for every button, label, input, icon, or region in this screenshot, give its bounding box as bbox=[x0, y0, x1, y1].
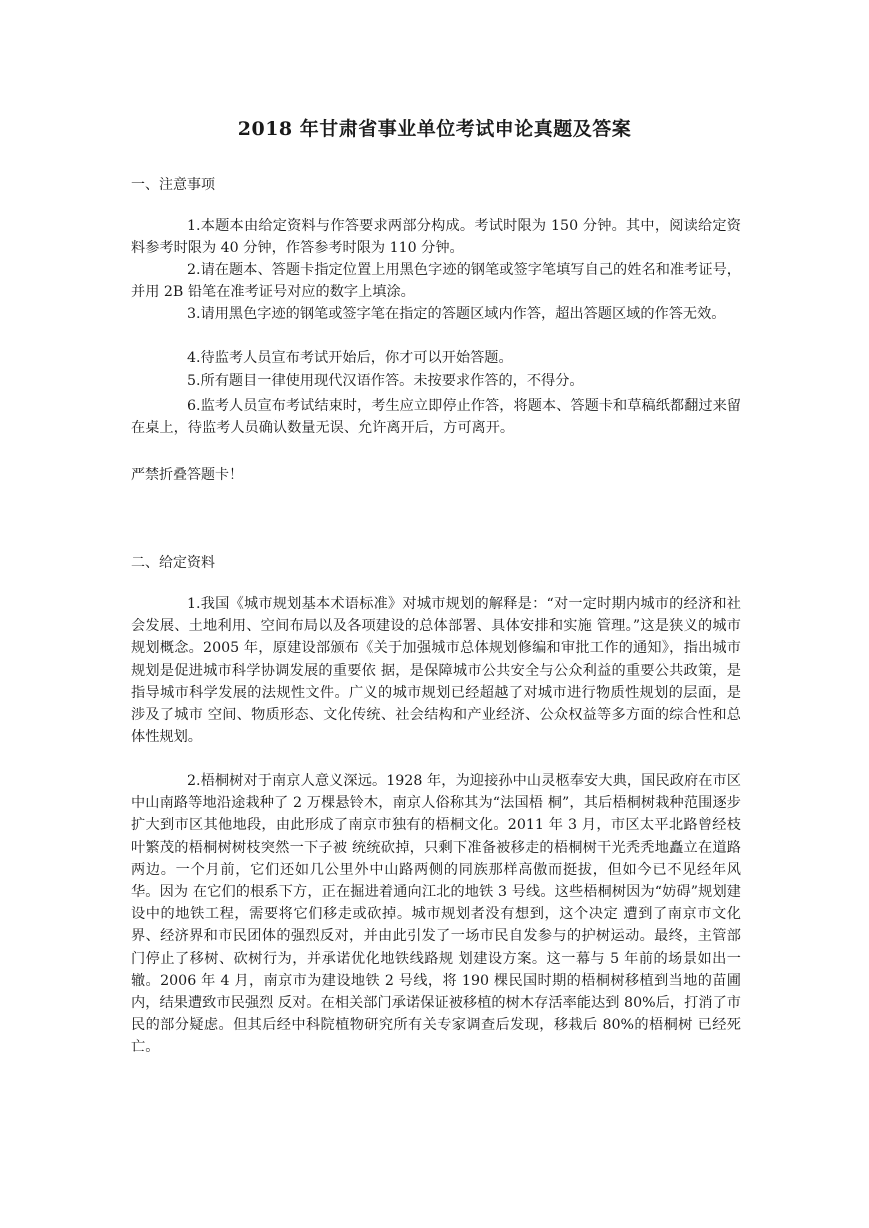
material-paragraph-1: 1.我国《城市规划基本术语标准》对城市规划的解释是：“对一定时期内城市的经济和社会发展、土地利用、空间布局以及各项建设的总体部署、具体安排和实施 管理。”这是狭义的城市规划概念。2005 年，原建设部颁布《关于加强城市总体规划修编和审批工作的通知》，指出城市规划是促进城市科学协调发展的重要依 据，是保障城市公共安全与公众利益的重要公共政策，是指导城市科学发展的法规性文件。广义的城市规划已经超越了对城市进行物质性规划的层面，是涉及了城市 空间、物质形态、文化传统、社会结构和产业经济、公众权益等多方面的综合性和总体性规划。 bbox=[131, 596, 741, 746]
warning-text: 严禁折叠答题卡！ bbox=[131, 467, 243, 483]
section1-heading: 一、注意事项 bbox=[131, 177, 215, 193]
notice-item-2: 2.请在题本、答题卡指定位置上用黑色字迹的钢笔或签字笔填写自己的姓名和准考证号，并用 2B 铅笔在准考证号对应的数字上填涂。 bbox=[131, 262, 741, 301]
section2-heading: 二、给定资料 bbox=[131, 555, 215, 571]
notice-item-3: 3.请用黑色字迹的钢笔或签字笔在指定的答题区域内作答，超出答题区域的作答无效。 bbox=[187, 306, 726, 322]
page-title: 2018 年甘肃省事业单位考试申论真题及答案 bbox=[237, 118, 632, 140]
notice-item-6: 6.监考人员宣布考试结束时，考生应立即停止作答，将题本、答题卡和草稿纸都翻过来留在桌上，待监考人员确认数量无误、允许离开后，方可离开。 bbox=[131, 398, 741, 437]
notice-item-5: 5.所有题目一律使用现代汉语作答。未按要求作答的，不得分。 bbox=[187, 373, 584, 389]
material-paragraph-2: 2.梧桐树对于南京人意义深远。1928 年，为迎接孙中山灵柩奉安大典，国民政府在市区中山南路等地沿途栽种了 2 万棵悬铃木，南京人俗称其为“法国梧 桐”，其后梧桐树栽种范围逐步扩大到市区其他地段，由此形成了南京市独有的梧桐文化。2011 年 3 月，市区太平北路曾经枝叶繁茂的梧桐树树枝突然一下子被 统统砍掉，只剩下准备被移走的梧桐树干光秃秃地矗立在道路两边。一个月前，它们还如几公里外中山路两侧的同族那样高傲而挺拔，但如今已不见经年风华。因为 在它们的根系下方，正在掘进着通向江北的地铁 3 号线。这些梧桐树因为“妨碍”规划建设中的地铁工程，需要将它们移走或砍掉。城市规划者没有想到，这个决定 遭到了南京市文化界、经济界和市民团体的强烈反对，并由此引发了一场市民自发参与的护树运动。最终，主管部门停止了移树、砍树行为，并承诺优化地铁线路规 划建设方案。这一幕与 5 年前的场景如出一辙。2006 年 4 月，南京市为建设地铁 2 号线，将 190 棵民国时期的梧桐树移植到当地的苗圃内，结果遭致市民强烈 反对。在相关部门承诺保证被移植的树木存活率能达到 80%后，打消了市民的部分疑虑。但其后经中科院植物研究所有关专家调查后发现，移栽后 80%的梧桐树 已经死亡。 bbox=[131, 773, 741, 1056]
notice-item-1: 1.本题本由给定资料与作答要求两部分构成。考试时限为 150 分钟。其中，阅读给定资料参考时限为 40 分钟，作答参考时限为 110 分钟。 bbox=[131, 218, 741, 257]
notice-item-4: 4.待监考人员宣布考试开始后，你才可以开始答题。 bbox=[187, 350, 513, 366]
